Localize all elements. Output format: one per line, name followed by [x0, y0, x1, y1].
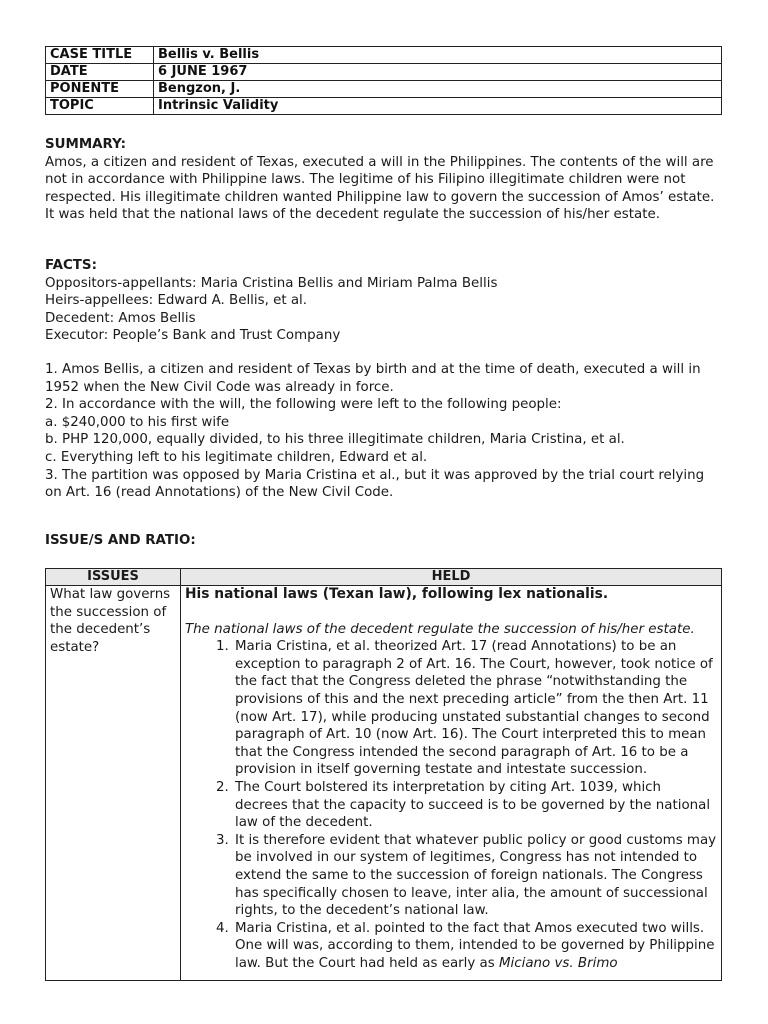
facts-section [45, 257, 725, 345]
fact-item: 3. The partition was opposed by Maria Cristina et al., but it was approved by the trial court relying on Art. 16 (read Annotations) of the New Civil Code. [45, 467, 705, 501]
date-label: DATE [46, 64, 154, 81]
topic-label: TOPIC [46, 98, 154, 115]
fact-item: b. PHP 120,000, equally divided, to his three illegitimate children, Maria Cristina, et al. [45, 432, 625, 448]
issues-column-header: ISSUES [46, 569, 181, 586]
held-title: His national laws (Texan law), following lex nationalis. [185, 586, 609, 602]
case-title-value: Bellis v. Bellis [154, 47, 722, 64]
held-subtitle: The national laws of the decedent regulate the succession of his/her estate. [185, 621, 695, 637]
case-info-row [46, 98, 722, 115]
fact-item: 1. Amos Bellis, a citizen and resident of Texas by birth and at the time of death, executed a will in 1952 when the New Civil Code was already in force. [45, 362, 701, 395]
case-info-row [46, 64, 722, 81]
fact-item: a. $240,000 to his first wife [45, 414, 230, 430]
fact-party: Oppositors-appellants: Maria Cristina Bellis and Miriam Palma Bellis [45, 275, 498, 291]
case-info-table [45, 46, 722, 115]
held-point-text: Maria Cristina, et al. pointed to the fact that Amos executed two wills. One will was, according to them, intended to be governed by Philippine law. But the Court had held as early as [235, 920, 715, 971]
ponente-value: Bengzon, J. [154, 81, 722, 98]
held-point [233, 920, 717, 973]
fact-party: Executor: People’s Bank and Trust Company [45, 328, 341, 344]
held-point: 1. Maria Cristina, et al. theorized Art. 17 (read Annotations) to be an exception to paragraph 2 of Art. 16. The Court, however, took notice of the fact that the Congress deleted the phrase “notwithstanding the provisions of this and the next preceding article” from the then Art. 11 (now Art. 17), while producing unstated substantial changes to second paragraph of Art. 10 (now Art. 16). The Court interpreted this to mean that the Congress intended the second paragraph of Art. 16 to be a provision in itself governing testate and intestate succession. [233, 638, 717, 779]
fact-item: c. Everything left to his legitimate children, Edward et al. [45, 449, 428, 465]
table-header-row [46, 569, 722, 586]
cell-cutoff [185, 972, 717, 980]
held-column-header: HELD [181, 569, 722, 586]
fact-party: Decedent: Amos Bellis [45, 310, 196, 326]
held-point: 2. The Court bolstered its interpretation by citing Art. 1039, which decrees that the capacity to succeed is to be governed by the national law of the decedent. [233, 779, 717, 832]
case-citation: Miciano vs. Brimo [499, 955, 618, 971]
issues-ratio-table [45, 568, 722, 981]
summary-section [45, 136, 725, 224]
held-points-list [185, 638, 717, 972]
fact-item: 2. In accordance with the will, the following were left to the following people: [45, 397, 562, 413]
issue-cell: What law governs the succession of the decedent’s estate? [46, 586, 181, 981]
held-cell [181, 586, 722, 981]
facts-heading: FACTS: [45, 258, 97, 273]
summary-text: Amos, a citizen and resident of Texas, executed a will in the Philippines. The contents of the will are not in accordance with Philippine laws. The legitime of his Filipino illegitimate children were not respected. His illegitimate children wanted Philippine law to govern the succession of Amos’ estate. It was held that the national laws of the decedent regulate the succession of his/her estate. [45, 154, 715, 223]
case-info-row [46, 47, 722, 64]
ponente-label: PONENTE [46, 81, 154, 98]
topic-value: Intrinsic Validity [154, 98, 722, 115]
issues-heading: ISSUE/S AND RATIO: [45, 533, 196, 548]
case-info-row [46, 81, 722, 98]
summary-heading: SUMMARY: [45, 137, 126, 152]
held-point: 3. It is therefore evident that whatever public policy or good customs may be involved in our system of legitimes, Congress has not intended to extend the same to the succession of foreign nationals. The Congress has specifically chosen to leave, inter alia, the amount of successional rights, to the decedent’s national law. [233, 832, 717, 920]
fact-party: Heirs-appellees: Edward A. Bellis, et al. [45, 293, 308, 309]
case-title-label: CASE TITLE [46, 47, 154, 64]
facts-list [45, 361, 725, 502]
date-value: 6 JUNE 1967 [154, 64, 722, 81]
table-row [46, 586, 722, 981]
